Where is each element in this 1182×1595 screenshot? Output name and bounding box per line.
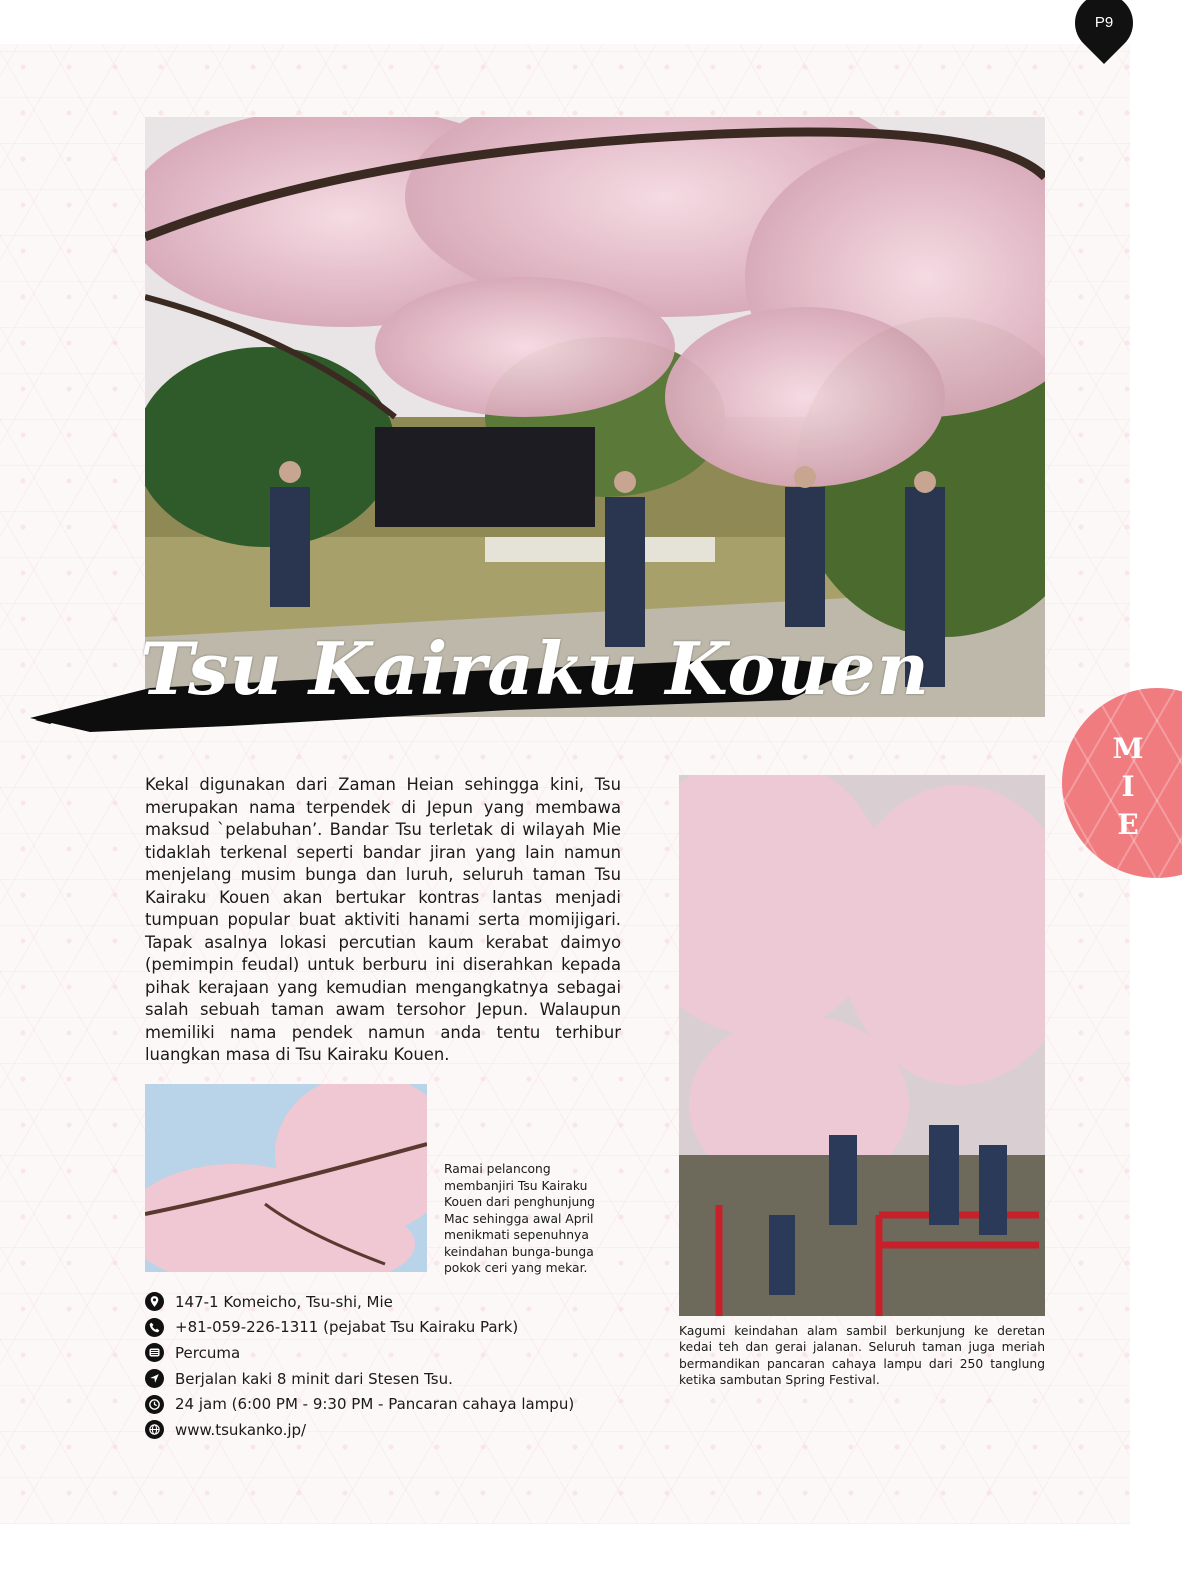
info-admission bbox=[145, 1340, 665, 1366]
visitor-info-list bbox=[145, 1289, 665, 1443]
page-number: P9 bbox=[1094, 14, 1114, 31]
info-hours-text: 24 jam (6:00 PM - 9:30 PM - Pancaran cahaya lampu) bbox=[175, 1395, 575, 1414]
tea-stall-bridge-photo bbox=[679, 775, 1045, 1316]
ticket-icon bbox=[145, 1343, 164, 1362]
side-photo-caption: Kagumi keindahan alam sambil berkunjung ke deretan kedai teh dan gerai jalanan. Seluruh taman juga meriah bermandikan pancaran cahaya lampu dari 250 tanglung ketika sambutan Spring Festival. bbox=[679, 1324, 1045, 1387]
phone-icon bbox=[145, 1318, 164, 1337]
info-address-text: 147-1 Komeicho, Tsu-shi, Mie bbox=[175, 1292, 393, 1311]
page-bottom-margin bbox=[0, 1524, 1182, 1595]
info-hours bbox=[145, 1391, 665, 1417]
info-phone-text: +81-059-226-1311 (pejabat Tsu Kairaku Park) bbox=[175, 1318, 519, 1337]
info-phone bbox=[145, 1315, 665, 1341]
region-badge-letters bbox=[1108, 730, 1148, 844]
info-access bbox=[145, 1366, 665, 1392]
globe-icon bbox=[145, 1420, 164, 1439]
region-letter: I bbox=[1121, 770, 1135, 803]
blossom-closeup-photo bbox=[145, 1084, 427, 1272]
article-title: Tsu Kairaku Kouen bbox=[140, 626, 930, 711]
location-pin-icon bbox=[145, 1292, 164, 1311]
info-address bbox=[145, 1289, 665, 1315]
info-access-text: Berjalan kaki 8 minit dari Stesen Tsu. bbox=[175, 1369, 453, 1388]
clock-icon bbox=[145, 1395, 164, 1414]
info-website-link[interactable]: www.tsukanko.jp/ bbox=[175, 1420, 307, 1439]
navigation-arrow-icon bbox=[145, 1369, 164, 1388]
closeup-photo-caption: Ramai pelancong membanjiri Tsu Kairaku Kouen dari penghunjung Mac sehingga awal April menikmati sepenuhnya keindahan bunga-bunga pokok ceri yang mekar. bbox=[444, 1162, 595, 1275]
info-admission-text: Percuma bbox=[175, 1343, 241, 1362]
article-body: Kekal digunakan dari Zaman Heian sehingga kini, Tsu merupakan nama terpendek di Jepun yang membawa maksud `pelabuhan’. Bandar Tsu terletak di wilayah Mie tidaklah terkenal seperti bandar jiran yang lain namun menjelang musim bunga dan luruh, seluruh taman Tsu Kairaku Kouen akan bertukar kontras lantas menjadi tumpuan popular buat aktiviti hanami serta momijigari. Tapak asalnya lokasi percutian kaum kerabat daimyo (pemimpin feudal) untuk berburu ini diserahkan kepada pihak kerajaan yang kemudian mengangkatnya sebagai salah sebuah taman awam tersohor Jepun. Walaupun memiliki nama pendek namun anda tentu terhibur luangkan masa di Tsu Kairaku Kouen. bbox=[145, 775, 621, 1064]
info-website[interactable] bbox=[145, 1417, 665, 1443]
region-letter: M bbox=[1112, 732, 1144, 765]
region-letter: E bbox=[1117, 808, 1139, 841]
